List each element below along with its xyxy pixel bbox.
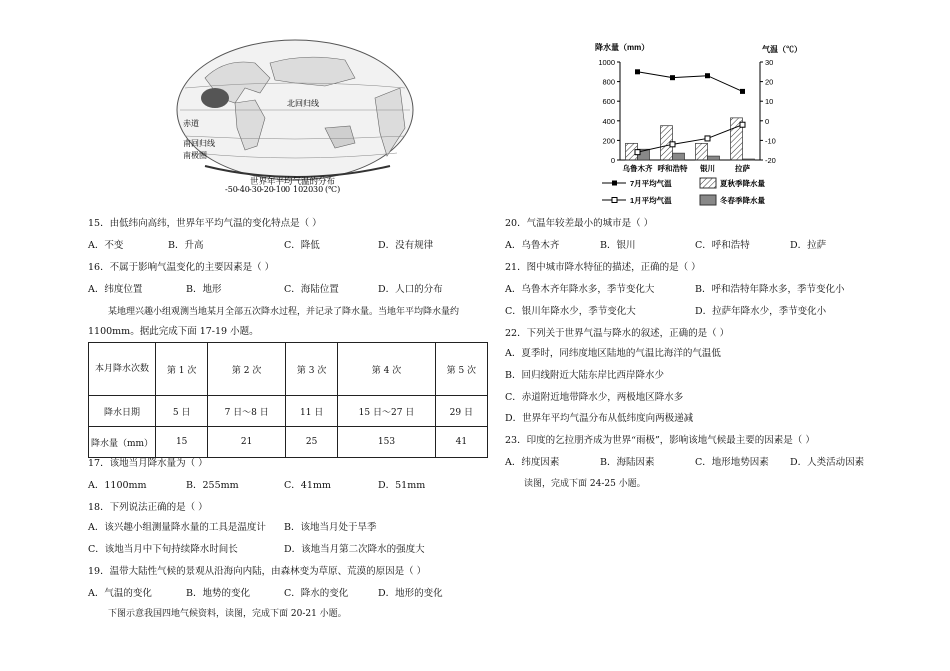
q19-option-b[interactable]: B．地势的变化 <box>186 588 250 599</box>
legend-july-marker <box>612 181 617 186</box>
left-tick-label: 1000 <box>598 58 615 67</box>
table-cell: 7 日～8 日 <box>208 396 286 427</box>
precipitation-table <box>88 342 488 458</box>
point-january-temp <box>635 150 640 155</box>
q18-option-d[interactable]: D．该地当月第二次降水的强度大 <box>284 544 425 555</box>
q17-option-d[interactable]: D．51mm <box>378 480 426 491</box>
q19-option-c[interactable]: C．降水的变化 <box>284 588 349 599</box>
scale-tick: 10 <box>293 185 304 194</box>
table-header: 第 4 次 <box>338 343 435 396</box>
map-label-tropic-north: 北回归线 <box>287 99 319 108</box>
legend-winter-swatch <box>700 195 716 205</box>
bar-winter-spring <box>743 159 755 160</box>
q22-option-d[interactable]: D．世界年平均气温分布从低纬度向两极递减 <box>505 413 694 424</box>
q17-option-b[interactable]: B．255mm <box>186 480 239 491</box>
map-label-tropic-south: 南回归线 <box>183 139 215 148</box>
x-tick-label: 拉萨 <box>735 164 750 173</box>
question-21: 21．图中城市降水特征的描述，正确的是（ ） <box>505 262 701 273</box>
right-tick-label: 20 <box>765 77 774 87</box>
intro-20-21: 下图示意我国四地气候资料，读图，完成下面 20-21 小题。 <box>108 609 347 619</box>
table-header: 第 5 次 <box>435 343 487 396</box>
q22-option-b[interactable]: B．回归线附近大陆东岸比西岸降水少 <box>505 370 664 381</box>
x-tick-label: 银川 <box>700 164 715 173</box>
question-17: 17．该地当月降水量为（ ） <box>88 458 208 469</box>
table-header: 第 1 次 <box>156 343 208 396</box>
q18-option-c[interactable]: C．该地当月中下旬持续降水时间长 <box>88 544 238 555</box>
q16-option-c[interactable]: C．海陆位置 <box>284 284 339 295</box>
q15-option-d[interactable]: D．没有规律 <box>378 240 434 251</box>
q21-option-a[interactable]: A．乌鲁木齐年降水多，季节变化大 <box>505 284 655 295</box>
q16-option-b[interactable]: B．地形 <box>186 284 222 295</box>
table-cell: 15 <box>156 427 208 458</box>
x-tick-label: 乌鲁木齐 <box>622 164 653 173</box>
scale-tick: -30 <box>249 185 262 194</box>
scale-tick: -40 <box>237 185 250 194</box>
right-tick-label: 10 <box>765 97 774 107</box>
scale-tick: 20 <box>303 185 314 194</box>
point-july-temp <box>670 75 675 80</box>
left-tick-label: 400 <box>602 116 615 126</box>
world-temperature-map <box>175 38 415 196</box>
q18-option-a[interactable]: A．该兴趣小组测量降水量的工具是温度计 <box>88 522 266 533</box>
table-cell: 15 日～27 日 <box>338 396 435 427</box>
left-tick-label: 600 <box>602 97 615 107</box>
point-july-temp <box>635 69 640 74</box>
intro-24-25: 读图，完成下面 24-25 小题。 <box>524 479 646 489</box>
question-23: 23．印度的乞拉朋齐成为世界“雨极”，影响该地气候最主要的因素是（ ） <box>505 435 815 446</box>
map-label-equator: 赤道 <box>183 119 199 128</box>
point-january-temp <box>705 136 710 141</box>
table-header: 第 2 次 <box>208 343 286 396</box>
q23-option-a[interactable]: A．纬度因素 <box>505 457 560 468</box>
question-18: 18．下列说法正确的是（ ） <box>88 502 208 513</box>
scale-tick: 0 <box>285 185 291 194</box>
q20-option-c[interactable]: C．呼和浩特 <box>695 240 750 251</box>
table-header-count: 本月降水次数 <box>89 343 156 396</box>
bar-winter-spring <box>673 153 685 160</box>
scale-tick: 30 <box>313 185 324 194</box>
q21-option-c[interactable]: C．银川年降水少，季节变化大 <box>505 306 636 317</box>
legend-summer-label: 夏秋季降水量 <box>720 179 765 188</box>
point-january-temp <box>740 122 745 127</box>
legend-summer-swatch <box>700 178 716 188</box>
right-tick-label: -10 <box>765 136 776 146</box>
q23-option-d[interactable]: D．人类活动因素 <box>790 457 865 468</box>
q17-option-c[interactable]: C．41mm <box>284 480 331 491</box>
table-row-label-amount: 降水量（mm） <box>89 427 156 458</box>
q23-option-b[interactable]: B．海陆因素 <box>600 457 655 468</box>
climate-chart <box>590 40 810 210</box>
table-header: 第 3 次 <box>285 343 337 396</box>
question-15: 15．由低纬向高纬，世界年平均气温的变化特点是（ ） <box>88 218 322 229</box>
q21-option-d[interactable]: D．拉萨年降水少，季节变化小 <box>695 306 827 317</box>
q15-option-c[interactable]: C．降低 <box>284 240 320 251</box>
map-caption: 世界年平均气温的分布 <box>250 177 336 187</box>
question-20: 20．气温年较差最小的城市是（ ） <box>505 218 654 229</box>
question-19: 19．温带大陆性气候的景观从沿海向内陆，由森林变为草原、荒漠的原因是（ ） <box>88 566 427 577</box>
table-cell: 11 日 <box>285 396 337 427</box>
table-row-label-date: 降水日期 <box>89 396 156 427</box>
q20-option-b[interactable]: B．银川 <box>600 240 636 251</box>
point-july-temp <box>740 89 745 94</box>
question-22: 22．下列关于世界气温与降水的叙述，正确的是（ ） <box>505 328 730 339</box>
line-july-temp <box>638 72 743 92</box>
intro-17-19-line1: 某地理兴趣小组观测当地某月全部五次降水过程，并记录了降水量。当地年平均降水量约 <box>108 307 460 317</box>
scale-tick: -50 <box>225 185 238 194</box>
table-cell: 29 日 <box>435 396 487 427</box>
question-16: 16．不属于影响气温变化的主要因素是（ ） <box>88 262 275 273</box>
q16-option-a[interactable]: A．纬度位置 <box>88 284 143 295</box>
intro-17-19-line2: 1100mm。据此完成下面 17-19 小题。 <box>88 326 259 337</box>
legend-january-label: 1月平均气温 <box>630 196 672 205</box>
right-tick-label: 0 <box>765 116 770 126</box>
q22-option-a[interactable]: A．夏季时，同纬度地区陆地的气温比海洋的气温低 <box>505 348 721 359</box>
left-tick-label: 200 <box>602 136 615 146</box>
left-tick-label: 0 <box>610 156 615 165</box>
scale-tick: -10 <box>273 185 286 194</box>
q16-option-d[interactable]: D．人口的分布 <box>378 284 443 295</box>
x-tick-label: 呼和浩特 <box>657 164 688 173</box>
q20-option-d[interactable]: D．拉萨 <box>790 240 827 251</box>
q20-option-a[interactable]: A．乌鲁木齐 <box>505 240 560 251</box>
right-tick-label: -20 <box>765 156 776 165</box>
map-label-antarctic-circle: 南极圈 <box>183 151 207 160</box>
table-cell: 25 <box>285 427 337 458</box>
point-july-temp <box>705 73 710 78</box>
q23-option-c[interactable]: C．地形地势因素 <box>695 457 769 468</box>
right-tick-label: 30 <box>765 58 774 67</box>
legend-july-label: 7月平均气温 <box>630 179 672 188</box>
q18-option-b[interactable]: B．该地当月处于旱季 <box>284 522 377 533</box>
right-axis-label: 气温（℃） <box>762 45 802 54</box>
q15-option-a[interactable]: A．不变 <box>88 240 124 251</box>
table-cell: 21 <box>208 427 286 458</box>
left-tick-label: 800 <box>602 77 615 87</box>
q21-option-b[interactable]: B．呼和浩特年降水多，季节变化小 <box>695 284 845 295</box>
scale-unit: (℃) <box>325 185 341 194</box>
scale-tick: -20 <box>261 185 274 194</box>
bar-summer-autumn <box>696 143 708 160</box>
table-cell: 153 <box>338 427 435 458</box>
q17-option-a[interactable]: A．1100mm <box>88 480 147 491</box>
left-axis-label: 降水量（mm） <box>595 43 650 52</box>
table-cell: 5 日 <box>156 396 208 427</box>
table-cell: 41 <box>435 427 487 458</box>
legend-january-marker <box>612 198 617 203</box>
q19-option-a[interactable]: A．气温的变化 <box>88 588 152 599</box>
legend-winter-label: 冬春季降水量 <box>720 196 765 205</box>
bar-winter-spring <box>708 156 720 160</box>
q22-option-c[interactable]: C．赤道附近地带降水少，两极地区降水多 <box>505 392 684 403</box>
line-january-temp <box>638 125 743 152</box>
point-january-temp <box>670 142 675 147</box>
q15-option-b[interactable]: B．升高 <box>168 240 204 251</box>
q19-option-d[interactable]: D．地形的变化 <box>378 588 443 599</box>
